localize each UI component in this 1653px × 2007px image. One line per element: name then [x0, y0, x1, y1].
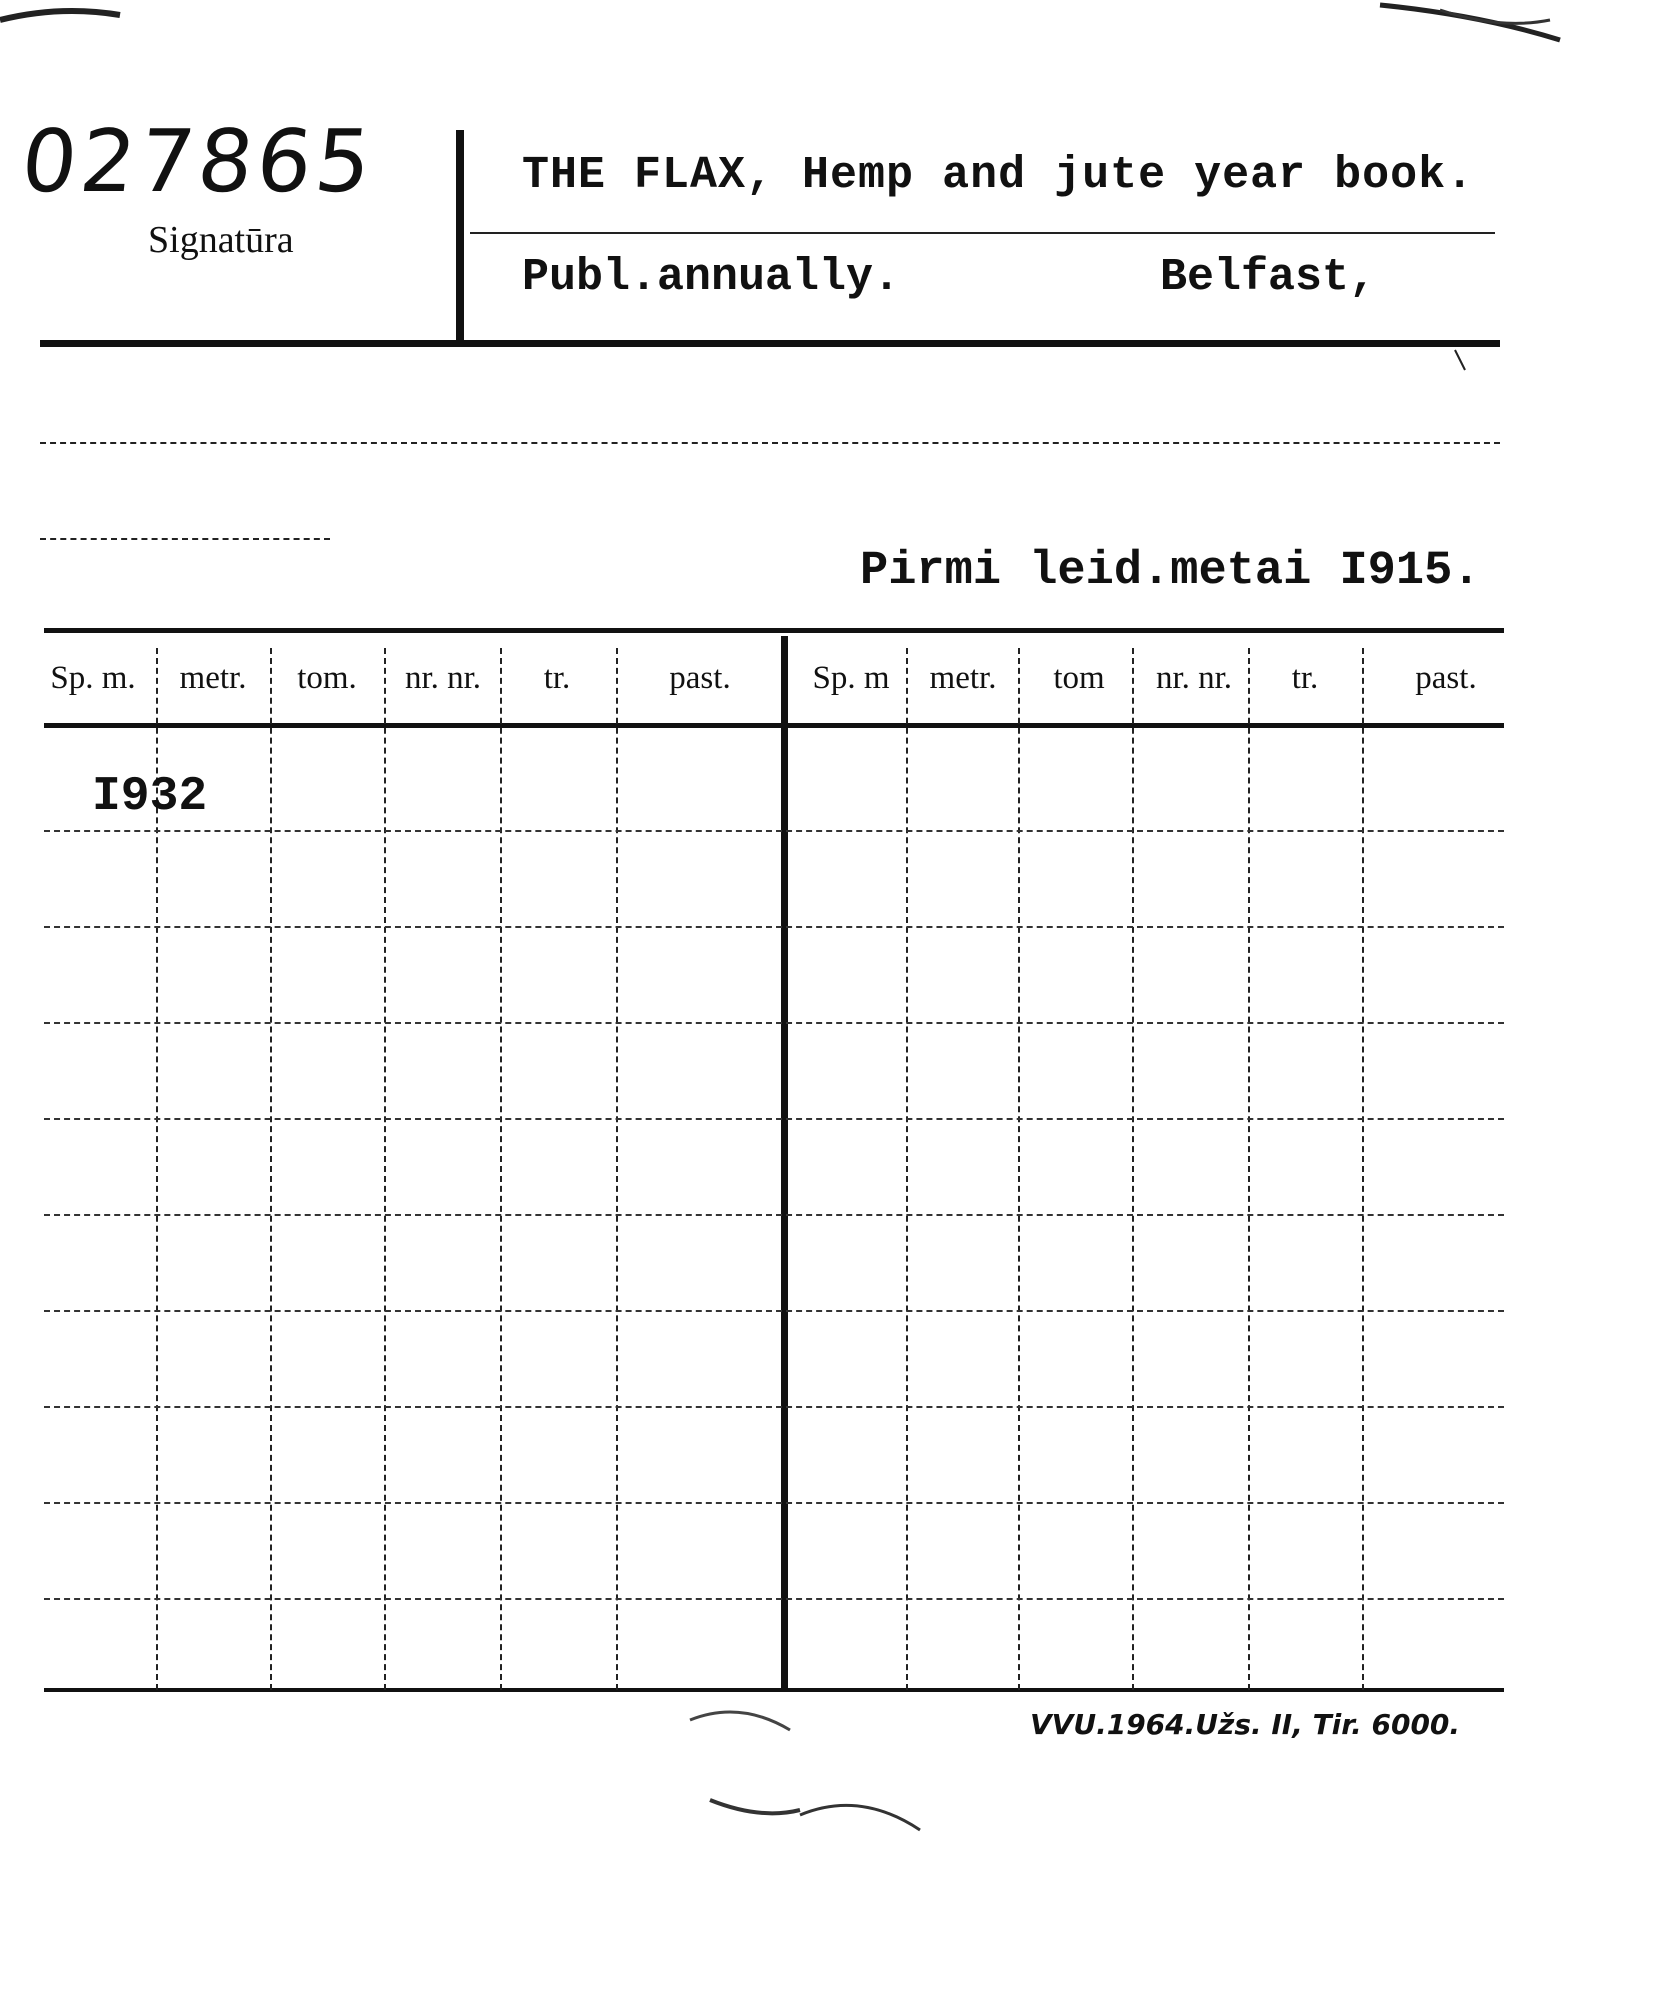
title-line: THE FLAX, Hemp and jute year book.	[522, 150, 1475, 201]
header-metr-right: metr.	[929, 660, 997, 696]
header-nr-nr-right: nr. nr.	[1155, 660, 1233, 696]
header-sp-m: Sp. m.	[50, 660, 136, 696]
header-tr-right: tr.	[1291, 660, 1319, 696]
header-sp-m-right: Sp. m	[812, 660, 890, 696]
signature-number: 027865	[16, 112, 380, 212]
year-entry: I932	[92, 770, 208, 824]
header-metr: metr.	[179, 660, 247, 696]
header-tom-right: tom	[1053, 660, 1105, 696]
first-year-line: Pirmi leid.metai I915.	[860, 545, 1481, 598]
header-tom: tom.	[297, 660, 357, 696]
signature-label: Signatūra	[148, 219, 294, 261]
publication-place: Belfast,	[1160, 252, 1377, 303]
header-past-right: past.	[1415, 660, 1477, 696]
header-nr-nr: nr. nr.	[404, 660, 482, 696]
header-past: past.	[669, 660, 731, 696]
publication-frequency: Publ.annually.	[522, 252, 901, 303]
printer-note: VVU.1964.Užs. II, Tir. 6000.	[1030, 1708, 1461, 1741]
header-tr: tr.	[543, 660, 571, 696]
